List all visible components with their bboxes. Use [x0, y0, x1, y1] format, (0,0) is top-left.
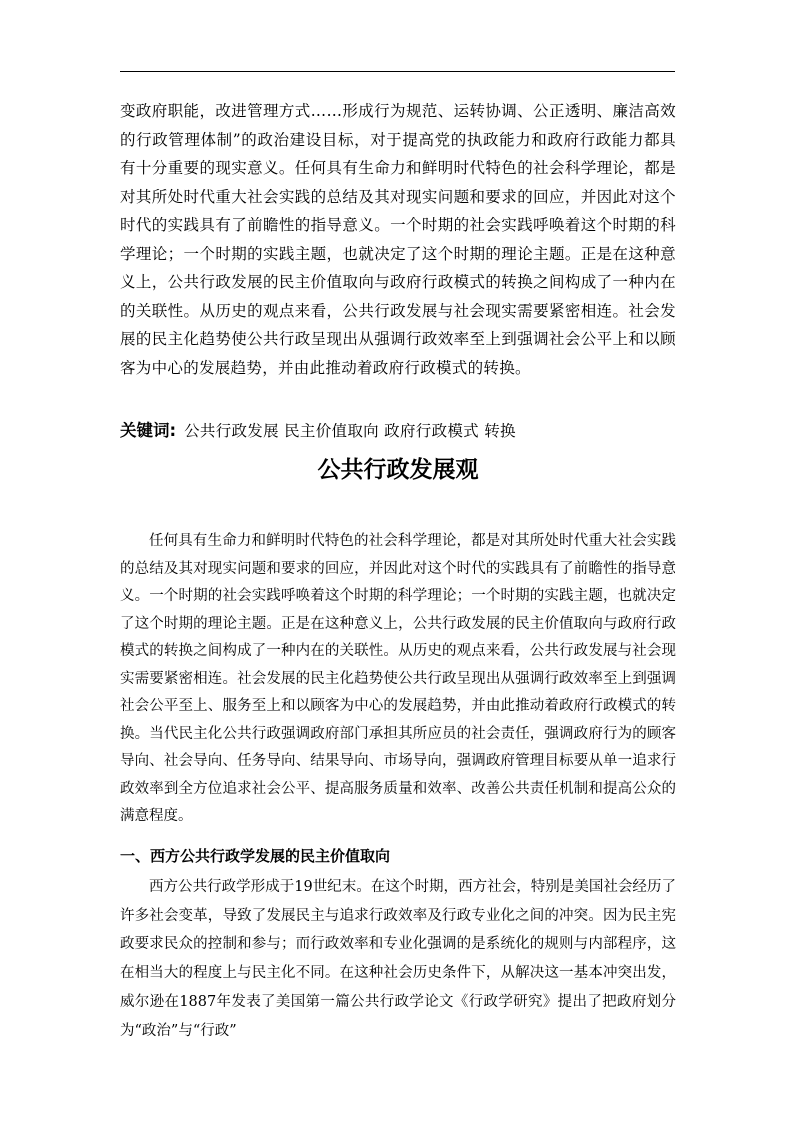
keywords-line — [120, 417, 676, 445]
header-rule — [120, 71, 675, 72]
intro-paragraph: 任何具有生命力和鲜明时代特色的社会科学理论，都是对其所处时代重大社会实践的总结及其对现实问题和要求的回应，并因此对这个时代的实践具有了前瞻性的指导意义。一个时期的社会实践呼唤着这个时期的科学理论；一个时期的实践主题，也就决定了这个时期的理论主题。正是在这种意义上，公共行政发展的民主价值取向与政府行政模式的转换之间构成了一种内在的关联性。从历史的观点来看，公共行政发展与社会现实需要紧密相连。社会发展的民主化趋势使公共行政呈现出从强调行政效率至上到强调社会公平至上、服务至上和以顾客为中心的发展趋势，并由此推动着政府行政模式的转换。当代民主化公共行政强调政府部门承担其所应员的社会责任，强调政府行为的顾客导向、社会导向、任务导向、结果导向、市场导向，强调政府管理目标要从单一追求行政效率到全方位追求社会公平、提高服务质量和效率、改善公共责任机制和提高公众的满意程度。 — [120, 533, 676, 824]
keywords-label: 关键词: — [120, 421, 177, 440]
document-title: 公共行政发展观 — [317, 457, 479, 483]
keywords-value: 公共行政发展 民主价值取向 政府行政模式 转换 — [184, 422, 516, 440]
section-heading: 一、西方公共行政学发展的民主价值取向 — [120, 847, 391, 865]
abstract-paragraph: 变政府职能，改进管理方式……形成行为规范、运转协调、公正透明、廉洁高效的行政管理体制”的政治建设目标，对于提高党的执政能力和政府行政能力都具有十分重要的现实意义。任何具有生命力和鲜明时代特色的社会科学理论，都是对其所处时代重大社会实践的总结及其对现实问题和要求的回应，并因此对这个时代的实践具有了前瞻性的指导意义。一个时期的社会实践呼唤着这个时期的科学理论；一个时期的实践主题，也就决定了这个时期的理论主题。正是在这种意义上，公共行政发展的民主价值取向与政府行政模式的转换之间构成了一种内在的关联性。从历史的观点来看，公共行政发展与社会现实需要紧密相连。社会发展的民主化趋势使公共行政呈现出从强调行政效率至上到强调社会公平上和以顾客为中心的发展趋势，并由此推动着政府行政模式的转换。 — [120, 102, 676, 377]
section-paragraph: 西方公共行政学形成于19世纪末。在这个时期，西方社会，特别是美国社会经历了许多社会变革，导致了发展民主与追求行政效率及行政专业化之间的冲突。因为民主宪政要求民众的控制和参与；而行政效率和专业化强调的是系统化的规则与内部程序，这在相当大的程度上与民主化不同。在这种社会历史条件下，从解决这一基本冲突出发，威尔逊在1887年发表了美国第一篇公共行政学论文《行政学研究》提出了把政府划分为“政治”与“行政” — [120, 879, 676, 1039]
